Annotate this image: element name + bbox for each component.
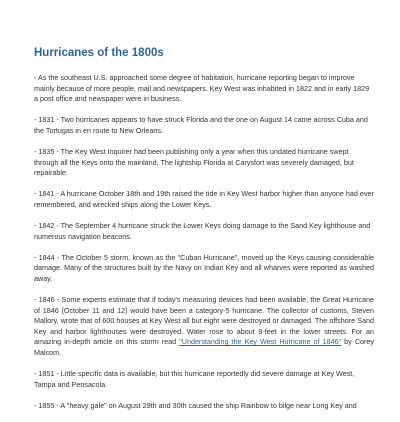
paragraph-intro: - As the southeast U.S. approached some degree of habitation, hurricane reporting began to improve mainly because of more people, mail and newspapers. Key West was inhabited in 1822 and in early 1829 a post office and newspaper were in business.	[34, 73, 370, 104]
paragraph-1835: - 1835 - The Key West Inquirer had been publishing only a year when this undated hurricane swept through all the Keys onto the mainland. The lightship Florida at Carysfort was severely damaged, but repairable.	[34, 146, 354, 178]
page-title: Hurricanes of the 1800s	[34, 47, 164, 59]
paragraph-1846-tail: by Corey Malcom.	[34, 337, 374, 357]
paragraph-1841: - 1841 - A hurricane October 18th and 19th raised the tide in Key West harbor higher than anyone had ever remembered, and wrecked ships along the Lower Keys.	[34, 189, 374, 209]
paragraph-1846	[34, 295, 374, 359]
paragraph-1831: - 1831 - Two hurricanes appears to have struck Florida and the one on August 14 came across Cuba and the Tortugas in en route to New Orleans.	[34, 115, 368, 135]
paragraph-1844: - 1844 - The October 5 storm, known as the "Cuban Hurricane", moved up the Keys causing considerable damage. Many of the structures built by the Navy on Indian Key and all wharves were reported as washed away.	[34, 252, 374, 283]
paragraph-1855: - 1855 - A "heavy gale" on August 29th and 30th caused the ship Rainbow to bilge near Long Key and	[34, 400, 357, 410]
paragraph-1842: - 1842 - The September 4 hurricane struck the Lower Keys doing damage to the Sand Key lighthouse and numerous navigation beacons.	[34, 220, 371, 241]
article-body	[34, 73, 374, 422]
article-link[interactable]: "Understanding the Key West Hurricane of 1846"	[179, 337, 342, 347]
paragraph-1851: - 1851 - Little specific data is available, but this hurricane reportedly did severe damage at Key West, Tampa and Pensacola.	[34, 368, 355, 389]
paragraph-1846-text: - 1846 - Some experts estimate that if today's measuring devices had been available, the Great Hurricane of 1846 (October 11 and 12) would have been a category-5 hurricane. The collector of customs, Steven Mallory, wrote that of 600 houses at Key West all but eight were destroyed or damaged. The offshore Sand Key and harbor lighthouses were destroyed. Water rose to about 8-feet in the lower streets. For an amazing in-depth article on this storm read	[34, 294, 374, 347]
